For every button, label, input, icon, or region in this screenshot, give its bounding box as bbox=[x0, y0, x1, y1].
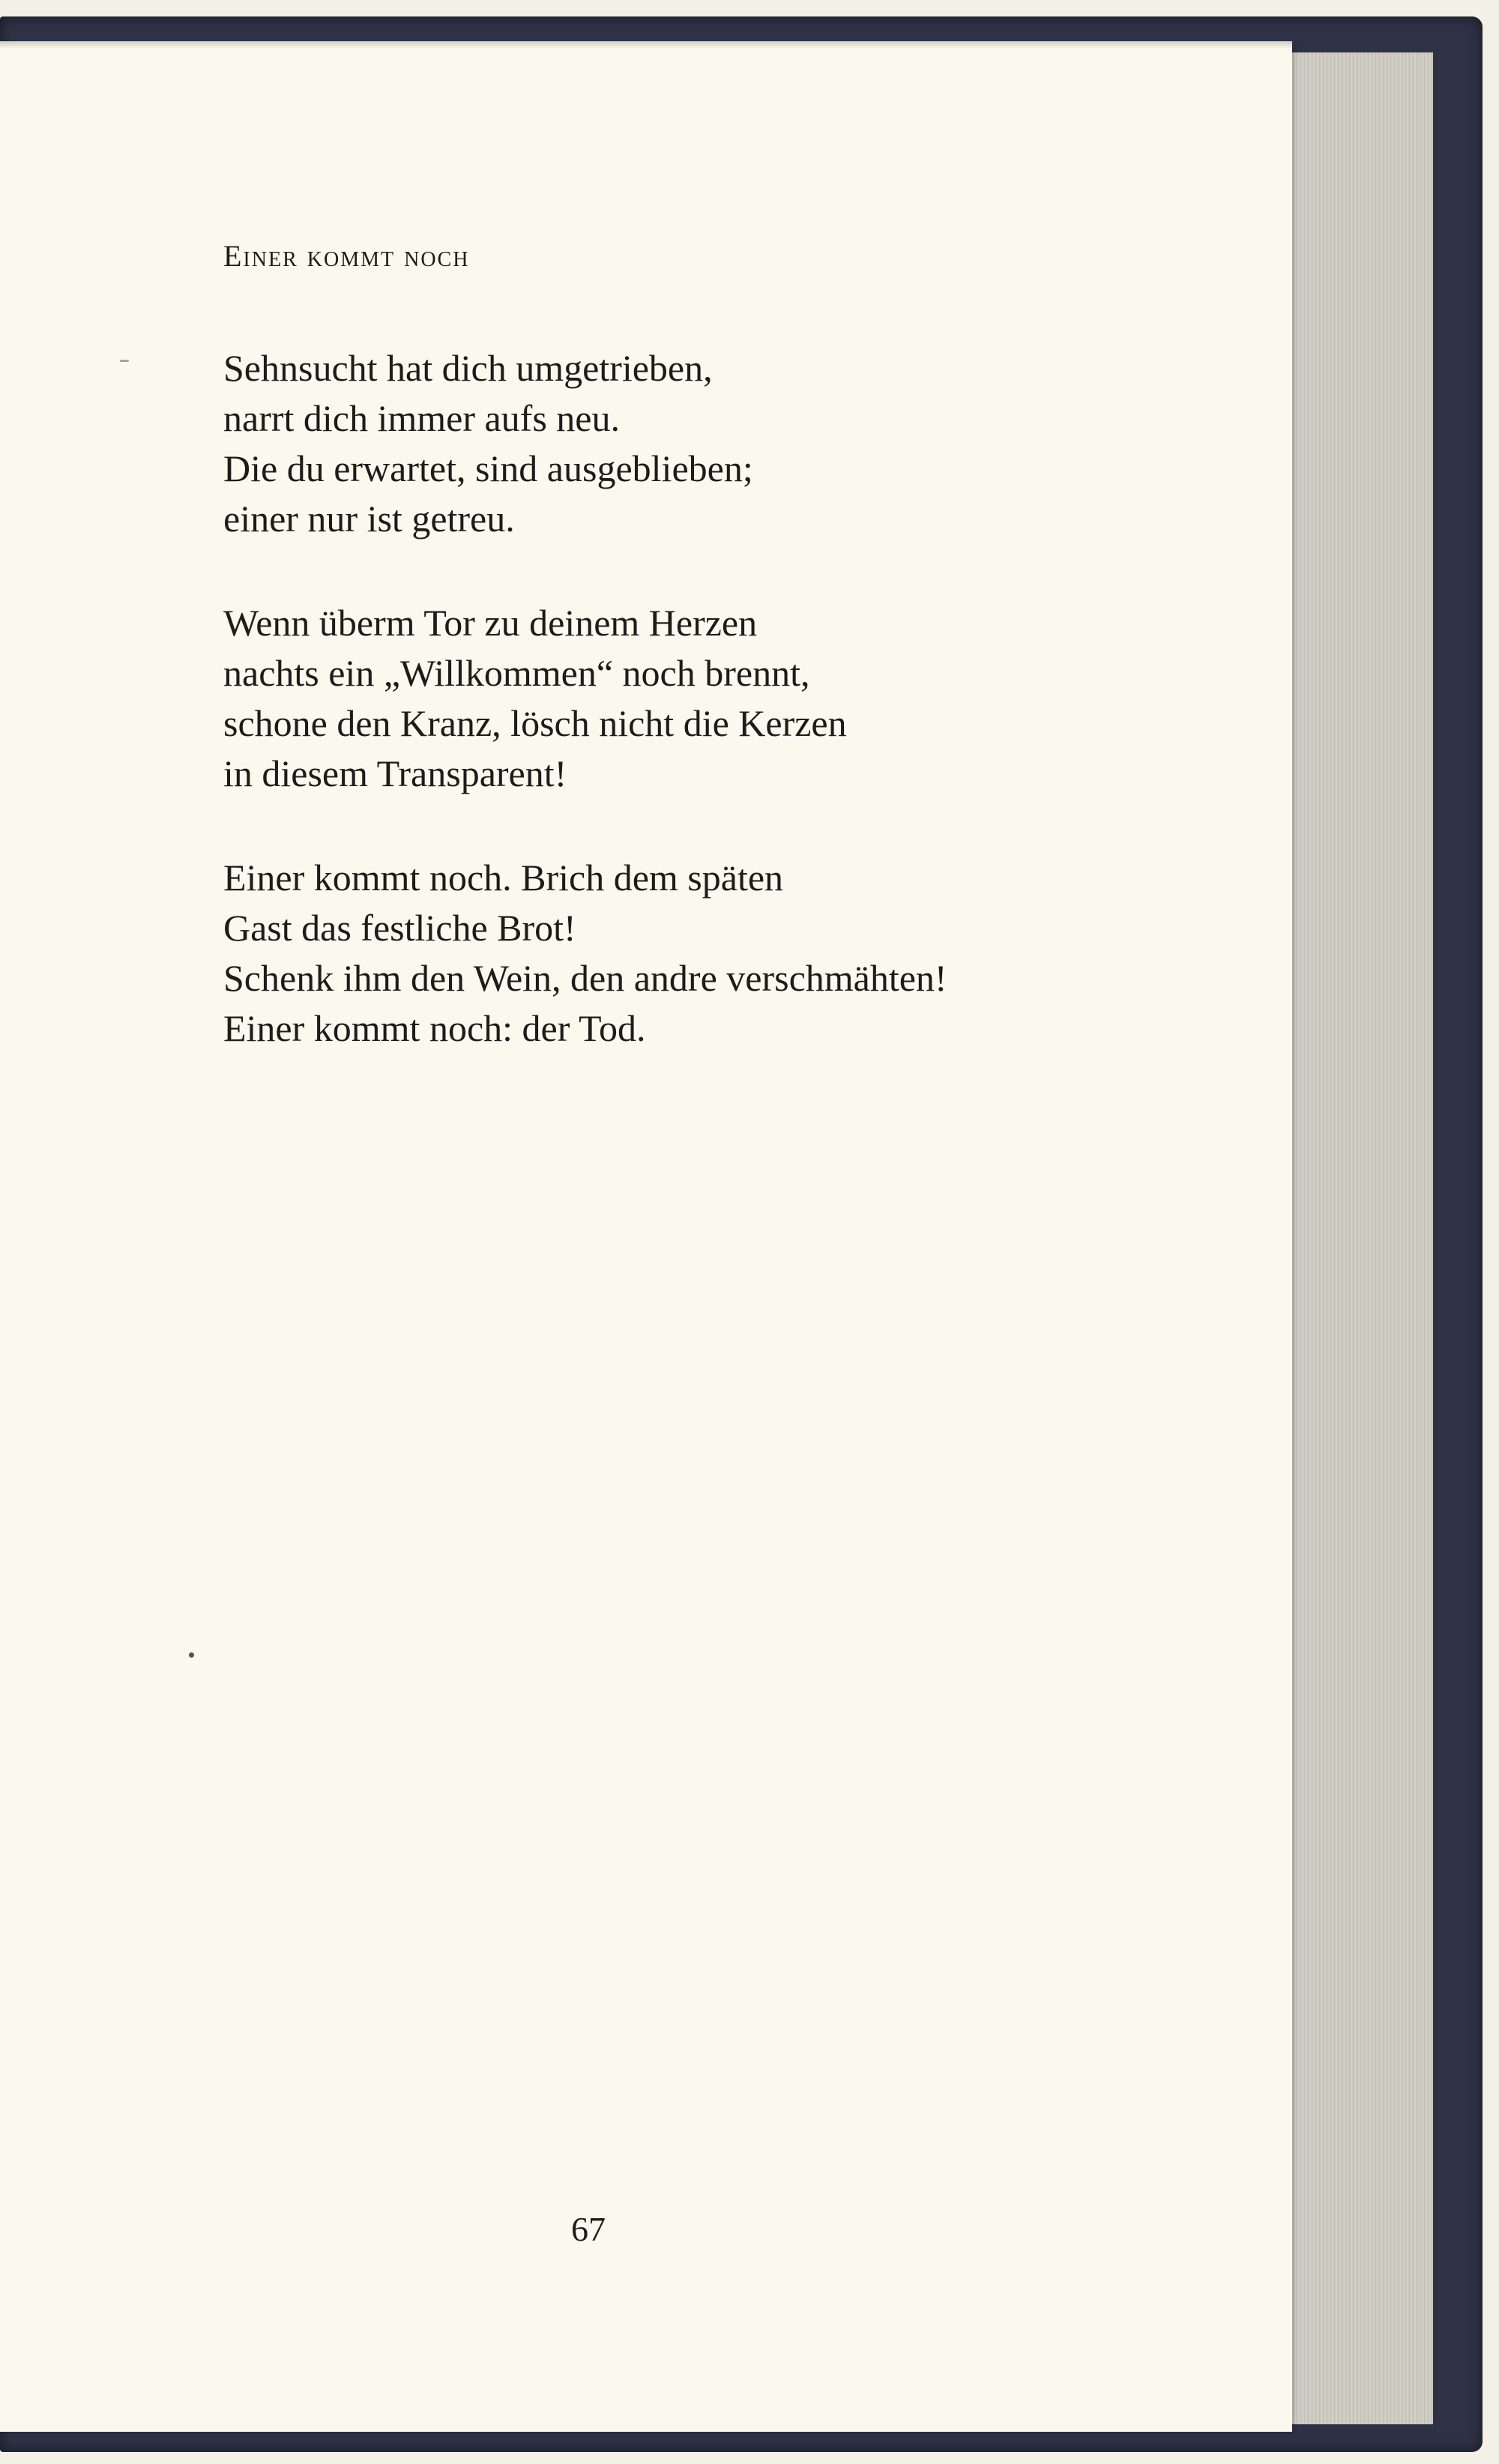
poem bbox=[223, 240, 1123, 1108]
poem-line: Einer kommt noch: der Tod. bbox=[223, 1007, 646, 1049]
poem-line: in diesem Transparent! bbox=[223, 752, 567, 794]
poem-line: Sehnsucht hat dich umgetrieben, bbox=[223, 347, 713, 389]
page-edges bbox=[1289, 52, 1433, 2424]
poem-line: narrt dich immer aufs neu. bbox=[223, 397, 620, 439]
poem-line: Einer kommt noch. Brich dem späten bbox=[223, 857, 784, 899]
poem-line: Schenk ihm den Wein, den andre verschmähten! bbox=[223, 957, 947, 999]
paper-speck bbox=[189, 1652, 194, 1658]
poem-line: nachts ein „Willkommen“ noch brennt, bbox=[223, 652, 810, 694]
poem-line: Die du erwartet, sind ausgeblieben; bbox=[223, 447, 753, 489]
stanza-2 bbox=[223, 598, 1123, 799]
page-top-shadow bbox=[0, 41, 1292, 49]
page-number: 67 bbox=[571, 2210, 606, 2248]
stanza-1 bbox=[223, 343, 1123, 544]
poem-line: schone den Kranz, lösch nicht die Kerzen bbox=[223, 702, 847, 744]
poem-title: Einer kommt noch bbox=[223, 239, 470, 273]
stanza-3 bbox=[223, 853, 1123, 1054]
paper-speck bbox=[120, 360, 129, 362]
poem-line: einer nur ist getreu. bbox=[223, 498, 515, 540]
poem-line: Gast das festliche Brot! bbox=[223, 907, 576, 949]
poem-line: Wenn überm Tor zu deinem Herzen bbox=[223, 602, 758, 644]
